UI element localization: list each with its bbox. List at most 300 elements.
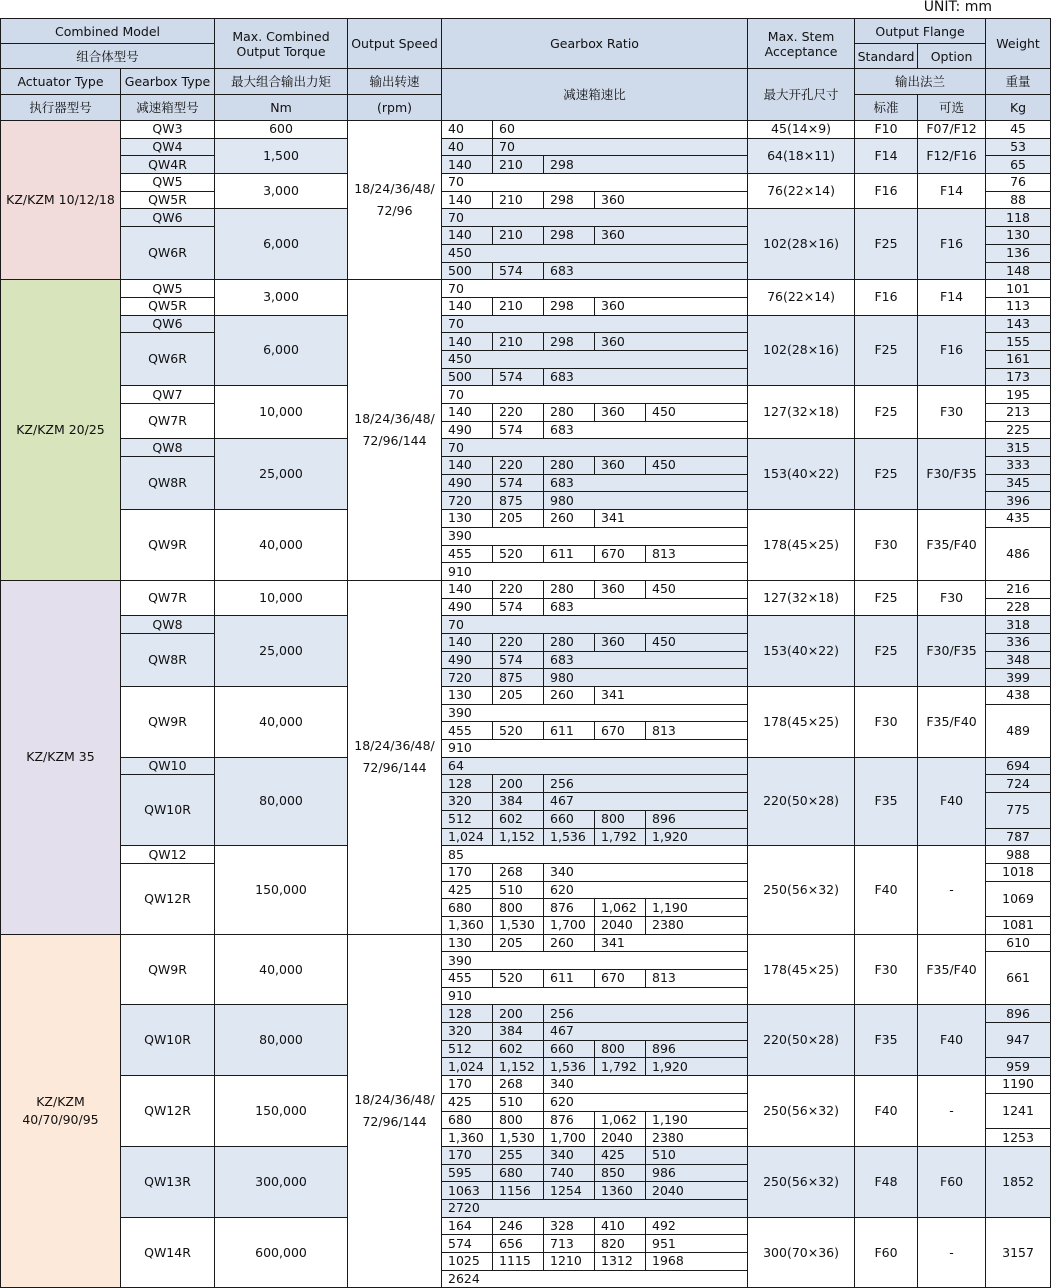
- stem-cell: 76(22×14): [748, 174, 855, 209]
- gearbox-type-cell: QW8R: [121, 633, 215, 686]
- gearbox-type-cell: QW10R: [121, 775, 215, 846]
- weight-cell: 1253: [986, 1129, 1051, 1147]
- stem-cell: 178(45×25): [748, 510, 855, 581]
- flange-cn-header: 输出法兰: [855, 69, 986, 95]
- stem-cell: 178(45×25): [748, 934, 855, 1005]
- actuator-type-cell: KZ/KZM 40/70/90/95: [1, 934, 121, 1288]
- flange-option-cell: F14: [918, 174, 986, 209]
- actuator-type-cell: KZ/KZM 35: [1, 580, 121, 934]
- flange-standard-cell: F16: [855, 280, 918, 315]
- flange-option-cell: F30: [918, 386, 986, 439]
- ratio-cell: 256: [544, 775, 748, 793]
- ratio-cell: 820: [595, 1235, 646, 1253]
- torque-cell: 40,000: [215, 934, 348, 1005]
- ratio-cell: 490: [442, 474, 493, 492]
- ratio-cell: 360: [595, 191, 748, 209]
- table-row: [1, 209, 1051, 227]
- weight-cell: 3157: [986, 1217, 1051, 1288]
- ratio-cell: 1,190: [646, 1111, 748, 1129]
- weight-cell: 65: [986, 156, 1051, 174]
- flange-option-cell: F60: [918, 1146, 986, 1217]
- ratio-cell: 360: [595, 333, 748, 351]
- ratio-cell: 410: [595, 1217, 646, 1235]
- weight-cell: 195: [986, 386, 1051, 404]
- weight-cell: 76: [986, 174, 1051, 192]
- table-row: [1, 174, 1051, 192]
- weight-cell: 489: [986, 704, 1051, 757]
- flange-option-cell: -: [918, 846, 986, 934]
- weight-cell: 113: [986, 297, 1051, 315]
- ratio-cell: 1,360: [442, 916, 493, 934]
- flange-option-cell: F07/F12: [918, 121, 986, 139]
- weight-unit-header: Kg: [986, 95, 1051, 121]
- stem-cell: 220(50×28): [748, 1005, 855, 1076]
- flange-standard-cell: F10: [855, 121, 918, 139]
- weight-cell: 348: [986, 651, 1051, 669]
- torque-unit-header: Nm: [215, 95, 348, 121]
- ratio-cell: 660: [544, 1040, 595, 1058]
- ratio-cell: 70: [442, 174, 748, 192]
- ratio-cell: 683: [544, 262, 748, 280]
- ratio-cell: 1025: [442, 1253, 493, 1271]
- ratio-cell: 490: [442, 651, 493, 669]
- flange-header: Output Flange: [855, 19, 986, 44]
- ratio-cell: 683: [544, 368, 748, 386]
- weight-cell: 1069: [986, 881, 1051, 916]
- ratio-cell: 130: [442, 510, 493, 528]
- ratio-cell: 220: [493, 633, 544, 651]
- weight-cell: 228: [986, 598, 1051, 616]
- ratio-cell: 220: [493, 404, 544, 422]
- ratio-cell: 425: [595, 1146, 646, 1164]
- ratio-cell: 455: [442, 970, 493, 988]
- ratio-cell: 611: [544, 970, 595, 988]
- stem-cell: 250(56×32): [748, 1146, 855, 1217]
- gearbox-type-cell: QW9R: [121, 687, 215, 758]
- ratio-cell: 128: [442, 775, 493, 793]
- ratio-cell: 360: [595, 227, 748, 245]
- ratio-cell: 1968: [646, 1253, 748, 1271]
- speed-header: Output Speed: [348, 19, 442, 69]
- gearbox-type-cell: QW9R: [121, 934, 215, 1005]
- gearbox-type-cell: QW10R: [121, 1005, 215, 1076]
- ratio-cell: 384: [493, 793, 544, 811]
- weight-cell: 1241: [986, 1093, 1051, 1128]
- table-row: [1, 439, 1051, 457]
- ratio-cell: 656: [493, 1235, 544, 1253]
- ratio-cell: 1254: [544, 1182, 595, 1200]
- ratio-cell: 200: [493, 775, 544, 793]
- table-row: [1, 1146, 1051, 1164]
- weight-cell: 53: [986, 138, 1051, 156]
- ratio-cell: 1,792: [595, 828, 646, 846]
- ratio-cell: 260: [544, 934, 595, 952]
- ratio-cell: 455: [442, 545, 493, 563]
- torque-cell: 1,500: [215, 138, 348, 173]
- ratio-cell: 574: [493, 262, 544, 280]
- ratio-cell: 500: [442, 368, 493, 386]
- ratio-cell: 1,920: [646, 1058, 748, 1076]
- flange-standard-cell: F48: [855, 1146, 918, 1217]
- stem-cell: 102(28×16): [748, 209, 855, 280]
- ratio-cell: 2624: [442, 1270, 748, 1288]
- ratio-cell: 680: [493, 1164, 544, 1182]
- table-row: [1, 846, 1051, 864]
- ratio-cell: 467: [544, 793, 748, 811]
- ratio-cell: 450: [646, 633, 748, 651]
- flange-standard-cell: F14: [855, 138, 918, 173]
- torque-cell: 25,000: [215, 616, 348, 687]
- gearbox-type-cell: QW7R: [121, 580, 215, 615]
- torque-label-line2: Output Torque: [236, 43, 326, 59]
- ratio-cell: 1210: [544, 1253, 595, 1271]
- ratio-cell: 520: [493, 722, 544, 740]
- ratio-cell: 1,700: [544, 916, 595, 934]
- ratio-cell: 1,152: [493, 828, 544, 846]
- ratio-cell: 2040: [646, 1182, 748, 1200]
- flange-option-cell: F35/F40: [918, 687, 986, 758]
- ratio-cell: 360: [595, 633, 646, 651]
- ratio-cell: 876: [544, 1111, 595, 1129]
- ratio-cell: 800: [493, 899, 544, 917]
- standard-header: Standard: [855, 44, 918, 69]
- weight-cell: 787: [986, 828, 1051, 846]
- ratio-header: Gearbox Ratio: [442, 19, 748, 69]
- weight-cell: 318: [986, 616, 1051, 634]
- ratio-cell: 510: [646, 1146, 748, 1164]
- torque-cell: 80,000: [215, 757, 348, 845]
- ratio-cell: 910: [442, 563, 748, 581]
- ratio-cell: 1360: [595, 1182, 646, 1200]
- torque-cell: 600,000: [215, 1217, 348, 1288]
- combined-model-label: Combined Model: [55, 23, 161, 39]
- ratio-cell: 210: [493, 227, 544, 245]
- weight-cell: 148: [986, 262, 1051, 280]
- ratio-cell: 1156: [493, 1182, 544, 1200]
- weight-cell: 661: [986, 952, 1051, 1005]
- flange-standard-cell: F30: [855, 510, 918, 581]
- table-row: [1, 121, 1051, 139]
- weight-cell: 438: [986, 687, 1051, 705]
- ratio-cell: 1,024: [442, 828, 493, 846]
- weight-cell: 947: [986, 1023, 1051, 1058]
- ratio-cell: 683: [544, 651, 748, 669]
- flange-option-cell: F35/F40: [918, 510, 986, 581]
- stem-cell: 76(22×14): [748, 280, 855, 315]
- ratio-cell: 340: [544, 863, 748, 881]
- ratio-cell: 64: [442, 757, 748, 775]
- ratio-cell: 425: [442, 881, 493, 899]
- ratio-cell: 390: [442, 704, 748, 722]
- ratio-cell: 360: [595, 404, 646, 422]
- ratio-cell: 720: [442, 669, 493, 687]
- ratio-cell: 813: [646, 545, 748, 563]
- stem-cell: 220(50×28): [748, 757, 855, 845]
- ratio-cell: 455: [442, 722, 493, 740]
- ratio-cell: 683: [544, 474, 748, 492]
- speed-cell: 18/24/36/48/ 72/96: [348, 121, 442, 280]
- weight-cell: 118: [986, 209, 1051, 227]
- flange-option-cell: F40: [918, 1005, 986, 1076]
- stem-cell: 45(14×9): [748, 121, 855, 139]
- ratio-cell: 850: [595, 1164, 646, 1182]
- gearbox-type-header: Gearbox Type: [121, 69, 215, 95]
- table-row: [1, 386, 1051, 404]
- gearbox-type-cell: QW12R: [121, 863, 215, 934]
- combined-model-header: [1, 19, 215, 44]
- ratio-cell: 2040: [595, 916, 646, 934]
- ratio-cell: 680: [442, 1111, 493, 1129]
- weight-cell: 225: [986, 421, 1051, 439]
- ratio-cell: 360: [595, 457, 646, 475]
- weight-cell: 88: [986, 191, 1051, 209]
- weight-cell: 1018: [986, 863, 1051, 881]
- ratio-cell: 611: [544, 722, 595, 740]
- ratio-cell: 298: [544, 227, 595, 245]
- flange-standard-cell: F25: [855, 386, 918, 439]
- ratio-cell: 1,024: [442, 1058, 493, 1076]
- ratio-cell: 1115: [493, 1253, 544, 1271]
- torque-label-line1: Max. Combined: [232, 28, 330, 44]
- torque-cell: 300,000: [215, 1146, 348, 1217]
- ratio-cell: 140: [442, 156, 493, 174]
- ratio-cell: 210: [493, 297, 544, 315]
- ratio-cell: 1312: [595, 1253, 646, 1271]
- standard-cn-header: 标准: [855, 95, 918, 121]
- ratio-cell: 40: [442, 138, 493, 156]
- torque-cell: 10,000: [215, 386, 348, 439]
- ratio-cell: 85: [442, 846, 748, 864]
- ratio-cell: 328: [544, 1217, 595, 1235]
- ratio-cell: 205: [493, 934, 544, 952]
- ratio-cell: 140: [442, 227, 493, 245]
- ratio-cell: 896: [646, 810, 748, 828]
- ratio-cell: 341: [595, 934, 748, 952]
- unit-label: UNIT: mm: [923, 0, 992, 15]
- ratio-cell: 813: [646, 722, 748, 740]
- ratio-cell: 256: [544, 1005, 748, 1023]
- torque-cell: 150,000: [215, 846, 348, 934]
- ratio-cell: 1,536: [544, 1058, 595, 1076]
- ratio-cell: 574: [442, 1235, 493, 1253]
- ratio-cell: 713: [544, 1235, 595, 1253]
- weight-cell: 399: [986, 669, 1051, 687]
- flange-standard-cell: F35: [855, 1005, 918, 1076]
- flange-option-cell: -: [918, 1217, 986, 1288]
- flange-option-cell: F12/F16: [918, 138, 986, 173]
- ratio-cell: 450: [646, 580, 748, 598]
- table-row: [1, 934, 1051, 952]
- gearbox-type-cell: QW4: [121, 138, 215, 156]
- table-header: [1, 19, 1051, 121]
- table-row: [1, 315, 1051, 333]
- flange-option-cell: F30/F35: [918, 439, 986, 510]
- ratio-cell: 980: [544, 669, 748, 687]
- actuator-type-cn-header: 执行器型号: [1, 95, 121, 121]
- torque-cell: 6,000: [215, 315, 348, 386]
- stem-cell: 250(56×32): [748, 1076, 855, 1147]
- gearbox-type-cell: QW6R: [121, 227, 215, 280]
- weight-cell: 315: [986, 439, 1051, 457]
- weight-cell: 173: [986, 368, 1051, 386]
- ratio-cell: 450: [646, 457, 748, 475]
- ratio-cell: 574: [493, 368, 544, 386]
- table-row: [1, 1076, 1051, 1094]
- ratio-cell: 130: [442, 934, 493, 952]
- ratio-cell: 260: [544, 687, 595, 705]
- ratio-cell: 602: [493, 1040, 544, 1058]
- ratio-cell: 205: [493, 687, 544, 705]
- ratio-cell: 70: [442, 280, 748, 298]
- stem-label-line1: Max. Stem: [767, 28, 835, 44]
- ratio-cell: 210: [493, 333, 544, 351]
- ratio-cell: 140: [442, 457, 493, 475]
- speed-cell: 18/24/36/48/ 72/96/144: [348, 580, 442, 934]
- stem-cell: 127(32×18): [748, 386, 855, 439]
- ratio-cell: 170: [442, 1146, 493, 1164]
- ratio-cell: 1,152: [493, 1058, 544, 1076]
- gearbox-type-cell: QW12: [121, 846, 215, 864]
- flange-standard-cell: F40: [855, 846, 918, 934]
- flange-standard-cell: F60: [855, 1217, 918, 1288]
- weight-cell: 896: [986, 1005, 1051, 1023]
- speed-unit-header: (rpm): [348, 95, 442, 121]
- ratio-cell: 280: [544, 580, 595, 598]
- ratio-cell: 298: [544, 191, 595, 209]
- gearbox-type-cell: QW7R: [121, 404, 215, 439]
- ratio-cell: 683: [544, 598, 748, 616]
- ratio-cell: 490: [442, 421, 493, 439]
- speed-cn-header: 输出转速: [348, 69, 442, 95]
- stem-cell: 102(28×16): [748, 315, 855, 386]
- flange-standard-cell: F25: [855, 315, 918, 386]
- weight-cn-header: 重量: [986, 69, 1051, 95]
- ratio-cell: 875: [493, 492, 544, 510]
- flange-option-cell: F35/F40: [918, 934, 986, 1005]
- gearbox-type-cell: QW5R: [121, 191, 215, 209]
- gearbox-type-cell: QW10: [121, 757, 215, 775]
- ratio-cell: 611: [544, 545, 595, 563]
- gearbox-type-cell: QW7: [121, 386, 215, 404]
- ratio-cell: 574: [493, 474, 544, 492]
- weight-cell: 213: [986, 404, 1051, 422]
- torque-cell: 6,000: [215, 209, 348, 280]
- weight-cell: 101: [986, 280, 1051, 298]
- flange-option-cell: F14: [918, 280, 986, 315]
- stem-cell: 153(40×22): [748, 439, 855, 510]
- stem-header: [748, 19, 855, 69]
- ratio-cell: 670: [595, 722, 646, 740]
- gearbox-type-cell: QW4R: [121, 156, 215, 174]
- ratio-cell: 510: [493, 881, 544, 899]
- ratio-cell: 298: [544, 297, 595, 315]
- flange-standard-cell: F30: [855, 934, 918, 1005]
- gearbox-type-cell: QW5R: [121, 297, 215, 315]
- combined-model-cn-label: 组合体型号: [1, 44, 215, 69]
- ratio-cell: 140: [442, 333, 493, 351]
- ratio-cell: 140: [442, 580, 493, 598]
- ratio-cell: 800: [595, 1040, 646, 1058]
- table-body: [1, 121, 1051, 1288]
- ratio-cell: 298: [544, 156, 748, 174]
- ratio-cell: 574: [493, 598, 544, 616]
- ratio-cell: 140: [442, 297, 493, 315]
- ratio-cell: 512: [442, 1040, 493, 1058]
- gearbox-type-cell: QW6: [121, 315, 215, 333]
- ratio-cell: 574: [493, 651, 544, 669]
- ratio-cell: 268: [493, 1076, 544, 1094]
- ratio-cell: 876: [544, 899, 595, 917]
- ratio-cell: 70: [442, 209, 748, 227]
- ratio-cell: 140: [442, 633, 493, 651]
- table-row: [1, 1005, 1051, 1023]
- weight-cell: 959: [986, 1058, 1051, 1076]
- table-row: [1, 580, 1051, 598]
- ratio-cell: 220: [493, 580, 544, 598]
- ratio-cell: 2380: [646, 1129, 748, 1147]
- ratio-cell: 875: [493, 669, 544, 687]
- gearbox-type-cell: QW9R: [121, 510, 215, 581]
- gearbox-type-cell: QW3: [121, 121, 215, 139]
- ratio-cell: 670: [595, 970, 646, 988]
- gearbox-type-cn-header: 减速箱型号: [121, 95, 215, 121]
- stem-cell: 153(40×22): [748, 616, 855, 687]
- ratio-cell: 660: [544, 810, 595, 828]
- stem-label-line2: Acceptance: [764, 43, 838, 59]
- gearbox-type-cell: QW5: [121, 174, 215, 192]
- weight-cell: 336: [986, 633, 1051, 651]
- ratio-cell: 384: [493, 1023, 544, 1041]
- ratio-cell: 280: [544, 633, 595, 651]
- weight-cell: 45: [986, 121, 1051, 139]
- weight-cell: 724: [986, 775, 1051, 793]
- ratio-cell: 70: [442, 386, 748, 404]
- specification-table: [0, 18, 1051, 1288]
- ratio-cell: 425: [442, 1093, 493, 1111]
- ratio-cell: 390: [442, 527, 748, 545]
- ratio-cell: 60: [493, 121, 748, 139]
- ratio-cell: 1,700: [544, 1129, 595, 1147]
- stem-cell: 250(56×32): [748, 846, 855, 934]
- actuator-type-cell: KZ/KZM 20/25: [1, 280, 121, 581]
- ratio-cn-header: 减速箱速比: [442, 69, 748, 121]
- ratio-cell: 268: [493, 863, 544, 881]
- ratio-cell: 1,190: [646, 899, 748, 917]
- ratio-cell: 510: [493, 1093, 544, 1111]
- weight-cell: 345: [986, 474, 1051, 492]
- ratio-cell: 896: [646, 1040, 748, 1058]
- stem-cn-header: 最大开孔尺寸: [748, 69, 855, 121]
- ratio-cell: 298: [544, 333, 595, 351]
- ratio-cell: 683: [544, 421, 748, 439]
- weight-cell: 1190: [986, 1076, 1051, 1094]
- ratio-cell: 1063: [442, 1182, 493, 1200]
- ratio-cell: 246: [493, 1217, 544, 1235]
- weight-cell: 396: [986, 492, 1051, 510]
- flange-standard-cell: F40: [855, 1076, 918, 1147]
- ratio-cell: 128: [442, 1005, 493, 1023]
- weight-cell: 1081: [986, 916, 1051, 934]
- torque-cell: 40,000: [215, 687, 348, 758]
- ratio-cell: 500: [442, 262, 493, 280]
- ratio-cell: 260: [544, 510, 595, 528]
- ratio-cell: 1,536: [544, 828, 595, 846]
- ratio-cell: 620: [544, 1093, 748, 1111]
- stem-cell: 178(45×25): [748, 687, 855, 758]
- flange-standard-cell: F25: [855, 616, 918, 687]
- ratio-cell: 340: [544, 1076, 748, 1094]
- ratio-cell: 951: [646, 1235, 748, 1253]
